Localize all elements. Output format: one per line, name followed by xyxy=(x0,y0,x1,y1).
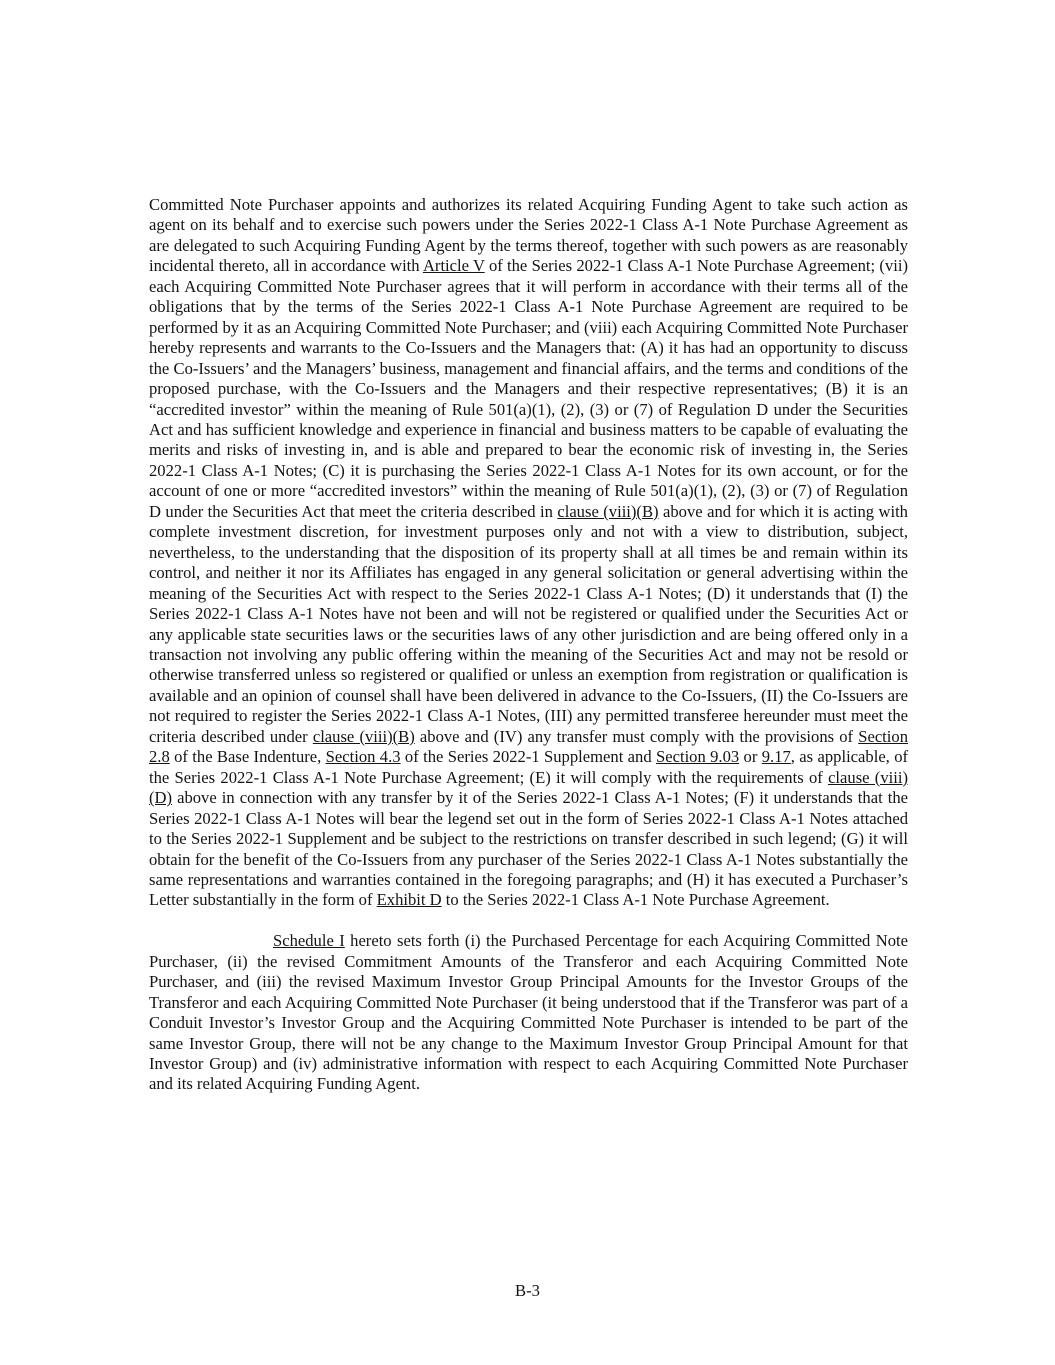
body-text-segment: above in connection with any transfer by it of the Series 2022-1 Class A-1 Notes; (F) it understands that the Series 2022-1 Class A-1 Notes will bear the legend set out in the form of Series 2022-1 Class A-1 Notes attached to the Series 2022-1 Supplement and be subject to the restrictions on transfer described in such legend; (G) it will obtain for the benefit of the Co-Issuers from any purchaser of the Series 2022-1 Class A-1 Notes substantially the same representations and warranties contained in the foregoing paragraphs; and (H) it has executed a Purchaser’s Letter substantially in the form of xyxy=(149,788,908,910)
body-text-segment: hereto sets forth (i) the Purchased Percentage for each Acquiring Committed Note Purchaser, (ii) the revised Commitment Amounts of the Transferor and each Acquiring Committed Note Purchaser, and (iii) the revised Maximum Investor Group Principal Amounts for the Investor Groups of the Transferor and each Acquiring Committed Note Purchaser (it being understood that if the Transferor was part of a Conduit Investor’s Investor Group and the Acquiring Committed Note Purchaser is intended to be part of the same Investor Group, there will not be any change to the Maximum Investor Group Principal Amount for that Investor Group) and (iv) administrative information with respect to each Acquiring Committed Note Purchaser and its related Acquiring Funding Agent. xyxy=(149,931,909,1094)
cross-reference-clause-viii-d: clause (viii)(D) xyxy=(149,767,908,808)
body-text-segment: of the Series 2022-1 Class A-1 Note Purchase Agreement; (vii) each Acquiring Committed Note Purchaser agrees that it will perform in accordance with their terms all of the obligations that by the terms of the Series 2022-1 Class A-1 Note Purchase Agreement are required to be performed by it as an Acquiring Committed Note Purchaser; and (viii) each Acquiring Committed Note Purchaser hereby represents and warrants to the Co-Issuers and the Managers that: (A) it has had an opportunity to discuss the Co-Issuers’ and the Managers’ business, management and financial affairs, and the terms and conditions of the proposed purchase, with the Co-Issuers and the Managers and their respective representatives; (B) it is an “accredited investor” within the meaning of Rule 501(a)(1), (2), (3) or (7) of Regulation D under the Securities Act and has sufficient knowledge and experience in financial and business matters to be capable of evaluating the merits and risks of investing in, and is able and prepared to bear the economic risk of investing in, the Series 2022-1 Class A-1 Notes; (C) it is purchasing the Series 2022-1 Class A-1 Notes for its own account, or for the account of one or more “accredited investors” within the meaning of Rule 501(a)(1), (2), (3) or (7) of Regulation D under the Securities Act that meet the criteria described in xyxy=(149,256,908,521)
cross-reference-section-9-03: Section 9.03 xyxy=(656,747,740,767)
body-text-segment: Committed Note Purchaser appoints and authorizes its related Acquiring Funding Agent to take such action as agent on its behalf and to exercise such powers under the Series 2022-1 Class A-1 Note Purchase Agreement as are delegated to such Acquiring Funding Agent by the terms thereof, together with such powers as are reasonably incidental thereto, all in accordance with xyxy=(149,195,908,276)
cross-reference-section-4-3: Section 4.3 xyxy=(325,747,401,767)
cross-reference-clause-viii-b: clause (viii)(B) xyxy=(312,726,415,746)
paragraph xyxy=(149,195,908,911)
body-text-segment: of the Series 2022-1 Supplement and xyxy=(400,747,656,767)
cross-reference-schedule-i: Schedule I xyxy=(273,931,345,951)
body-text-segment: , as applicable, of the Series 2022-1 Class A-1 Note Purchase Agreement; (E) it will comply with the requirements of xyxy=(149,747,909,787)
cross-reference-article-v: Article V xyxy=(422,256,485,276)
page-number: B-3 xyxy=(515,1281,540,1300)
body-text-segment: above and (IV) any transfer must comply with the provisions of xyxy=(414,726,859,746)
body-text-segment: to the Series 2022-1 Class A-1 Note Purchase Agreement. xyxy=(441,890,830,910)
cross-reference-section-2-8: Section 2.8 xyxy=(149,726,908,767)
body-text-segment: or xyxy=(739,747,762,767)
cross-reference-clause-viii-b: clause (viii)(B) xyxy=(557,501,659,521)
cross-reference-exhibit-d: Exhibit D xyxy=(376,890,442,910)
body-text xyxy=(149,195,908,1095)
cross-reference-section-9-17: 9.17 xyxy=(761,747,791,767)
paragraph xyxy=(149,931,908,1095)
body-text-segment: of the Base Indenture, xyxy=(169,747,326,767)
body-text-segment: above and for which it is acting with complete investment discretion, for investment purposes only and not with a view to distribution, subject, nevertheless, to the understanding that the disposition of its property shall at all times be and remain within its control, and neither it nor its Affiliates has engaged in any general solicitation or general advertising within the meaning of the Securities Act with respect to the Series 2022-1 Class A-1 Notes; (D) it understands that (I) the Series 2022-1 Class A-1 Notes have not been and will not be registered or qualified under the Securities Act or any applicable state securities laws or the securities laws of any other jurisdiction and are being offered only in a transaction not involving any public offering within the meaning of the Securities Act and may not be resold or otherwise transferred unless so registered or qualified or unless an exemption from registration or qualification is available and an opinion of counsel shall have been delivered in advance to the Co-Issuers, (II) the Co-Issuers are not required to register the Series 2022-1 Class A-1 Notes, (III) any permitted transferee hereunder must meet the criteria described under xyxy=(149,501,908,746)
